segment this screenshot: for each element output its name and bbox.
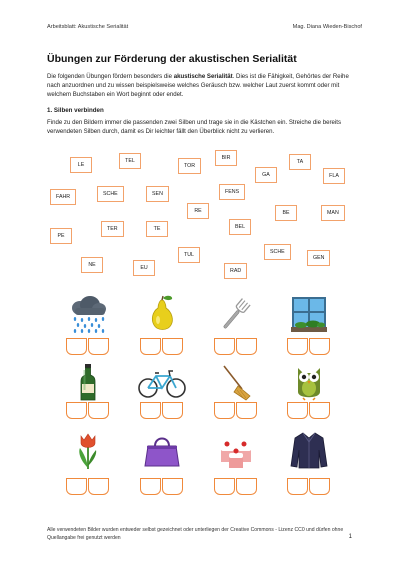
answer-boxes[interactable] (140, 338, 184, 355)
syllable-card[interactable]: FLA (323, 168, 345, 184)
syllable-card[interactable]: BIR (215, 150, 237, 166)
page-number: 1 (348, 534, 352, 540)
answer-boxes[interactable] (287, 478, 331, 495)
syllable-card[interactable]: EU (133, 260, 155, 276)
answer-box[interactable] (66, 338, 87, 355)
intro-paragraph (47, 72, 363, 100)
bicycle-icon (136, 362, 188, 402)
answer-box[interactable] (214, 478, 235, 495)
syllable-card[interactable]: TE (146, 221, 168, 237)
answer-box[interactable] (140, 478, 161, 495)
rain-cloud-icon (68, 294, 108, 334)
syllable-card[interactable]: GA (255, 167, 277, 183)
answer-boxes[interactable] (214, 338, 258, 355)
bottle-icon (68, 362, 108, 402)
answer-boxes[interactable] (66, 338, 110, 355)
owl-icon (289, 362, 329, 402)
intro-text-1: Die folgenden Übungen fördern besonders die (47, 73, 174, 80)
tulip-icon (68, 430, 108, 470)
intro-text-2: . Dies ist die Fähigkeit, Gehörtes der Reihe nach anzuordnen und zu wissen beispielsweise welches Geräusch bzw. welcher Laut zuerst kommt oder mit welchem Buchstaben ein Wort beginnt oder endet. (47, 73, 349, 99)
answer-box[interactable] (287, 478, 308, 495)
syllable-card[interactable]: RE (187, 203, 209, 219)
answer-box[interactable] (287, 402, 308, 419)
syllable-card[interactable]: SCHE (97, 186, 124, 202)
syllable-card[interactable]: FENS (219, 184, 245, 200)
syllable-card[interactable]: TEL (119, 153, 141, 169)
syllable-card[interactable]: SCHE (264, 244, 291, 260)
broom-icon (216, 362, 256, 402)
window-icon (289, 294, 329, 334)
answer-box[interactable] (66, 478, 87, 495)
syllable-card[interactable]: MAN (321, 205, 345, 221)
answer-box[interactable] (162, 402, 183, 419)
answer-box[interactable] (309, 402, 330, 419)
syllable-card[interactable]: GEN (307, 250, 330, 266)
header-left: Arbeitsblatt: Akustische Serialität (47, 24, 129, 30)
syllable-card[interactable]: TOR (178, 158, 201, 174)
answer-box[interactable] (214, 402, 235, 419)
answer-boxes[interactable] (66, 478, 110, 495)
cake-icon (216, 430, 256, 470)
answer-box[interactable] (140, 338, 161, 355)
answer-box[interactable] (140, 402, 161, 419)
section-heading: 1. Silben verbinden (47, 107, 104, 114)
answer-box[interactable] (287, 338, 308, 355)
fork-icon (216, 294, 256, 334)
syllable-card[interactable]: TER (101, 221, 124, 237)
syllable-card[interactable]: BE (275, 205, 297, 221)
answer-box[interactable] (66, 402, 87, 419)
syllable-card[interactable]: TA (289, 154, 311, 170)
syllable-card[interactable]: BEL (229, 219, 251, 235)
answer-boxes[interactable] (287, 402, 331, 419)
answer-box[interactable] (236, 402, 257, 419)
header-right: Mag. Diana Wieden-Bischof (292, 24, 362, 30)
syllable-card[interactable]: TUL (178, 247, 200, 263)
answer-box[interactable] (88, 338, 109, 355)
footer-note: Alle verwendeten Bilder wurden entweder selbst gezeichnet oder unterliegen der Creative Commons - Lizenz CC0 und dürfen ohne Quellangabe frei genutzt werden (47, 527, 344, 541)
answer-box[interactable] (88, 402, 109, 419)
syllable-card[interactable]: FAHR (50, 189, 76, 205)
answer-boxes[interactable] (66, 402, 110, 419)
answer-box[interactable] (214, 338, 235, 355)
handbag-icon (142, 430, 182, 470)
answer-box[interactable] (309, 478, 330, 495)
answer-boxes[interactable] (214, 478, 258, 495)
syllable-card[interactable]: LE (70, 157, 92, 173)
syllable-card[interactable]: NE (81, 257, 103, 273)
answer-box[interactable] (162, 478, 183, 495)
answer-boxes[interactable] (140, 478, 184, 495)
jacket-icon (289, 430, 329, 470)
answer-boxes[interactable] (287, 338, 331, 355)
answer-box[interactable] (162, 338, 183, 355)
intro-bold: akustische Serialität (173, 73, 233, 80)
page-title: Übungen zur Förderung der akustischen Serialität (47, 53, 297, 65)
answer-box[interactable] (236, 478, 257, 495)
syllable-card[interactable]: PE (50, 228, 72, 244)
answer-box[interactable] (236, 338, 257, 355)
answer-boxes[interactable] (140, 402, 184, 419)
answer-boxes[interactable] (214, 402, 258, 419)
pear-icon (142, 294, 182, 334)
syllable-card[interactable]: SEN (146, 186, 169, 202)
answer-box[interactable] (88, 478, 109, 495)
task-text: Finde zu den Bildern immer die passenden zwei Silben und trage sie in die Kästchen ein. Streiche die bereits verwendeten Silben durch, damit es Dir leichter fällt den Überblick nicht zu verlieren. (47, 119, 342, 136)
syllable-card[interactable]: RAD (224, 263, 247, 279)
answer-box[interactable] (309, 338, 330, 355)
